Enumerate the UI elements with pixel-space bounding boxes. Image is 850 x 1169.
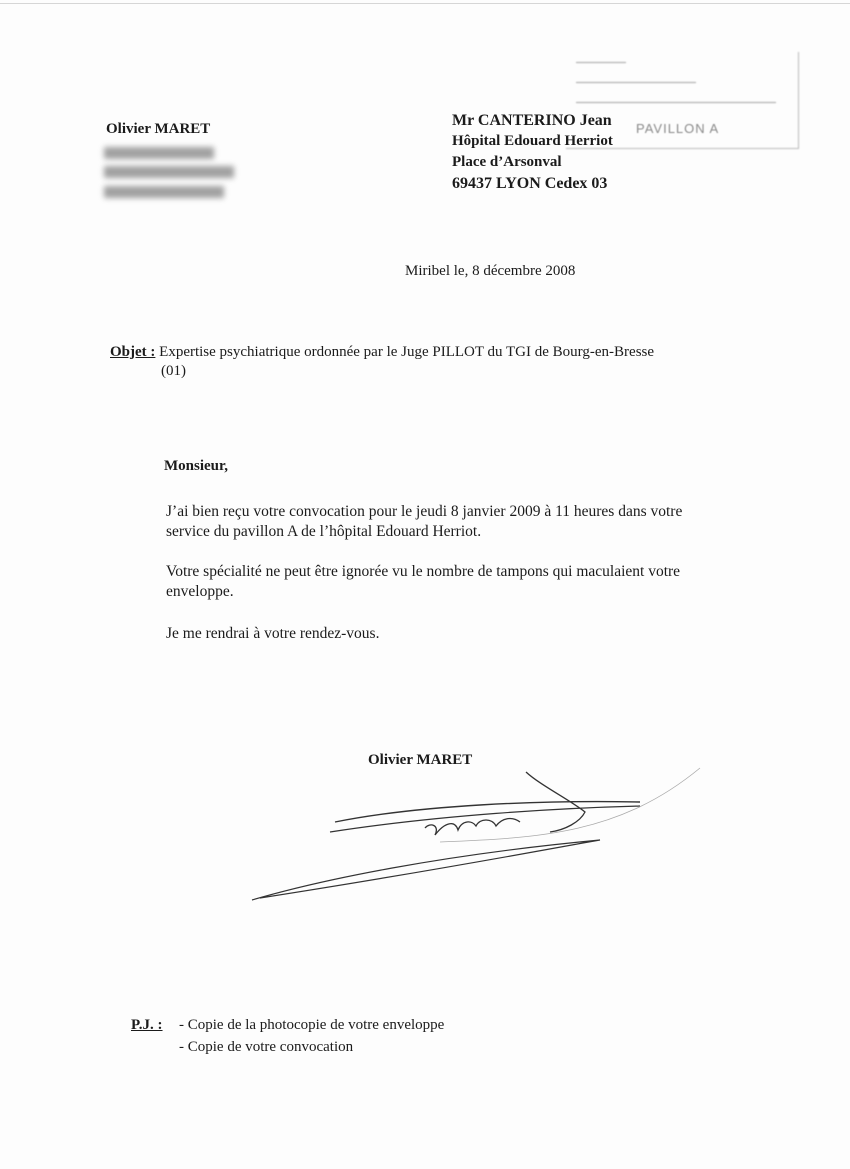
scan-edge-line (0, 3, 850, 4)
redacted-address-line (104, 166, 234, 178)
subject-continuation: (01) (161, 363, 186, 379)
signer-name: Olivier MARET (368, 752, 473, 768)
attachments-label: P.J. : (131, 1017, 163, 1033)
subject-label: Objet : (110, 344, 156, 360)
subject-text: Expertise psychiatrique ordonnée par le Juge PILLOT du TGI de Bourg-en-Bresse (159, 344, 655, 360)
handwritten-signature (240, 760, 710, 910)
attachments-block (131, 1015, 445, 1055)
subject-block (110, 343, 750, 379)
attachment-item: - Copie de votre convocation (179, 1039, 354, 1055)
salutation: Monsieur, (164, 458, 229, 474)
date-line: Miribel le, 8 décembre 2008 (405, 263, 576, 279)
body-paragraph-1: J’ai bien reçu votre convocation pour le jeudi 8 janvier 2009 à 11 heures dans votre service du pavillon A de l’hôpital Edouard Herriot. (166, 503, 683, 540)
sender-name: Olivier MARET (106, 121, 211, 137)
stamp-text: PAVILLON A (636, 121, 720, 136)
stamp-line (576, 82, 696, 83)
body-paragraph-3: Je me rendrai à votre rendez-vous. (166, 625, 380, 642)
redacted-phone-line (104, 186, 224, 198)
recipient-address (452, 110, 613, 194)
body-paragraph-2: Votre spécialité ne peut être ignorée vu le nombre de tampons qui maculaient votre enveloppe. (166, 563, 681, 600)
stamp-line (576, 62, 626, 63)
recipient-name: Mr CANTERINO Jean (452, 112, 612, 129)
redacted-address-line (104, 147, 214, 159)
recipient-street: Place d’Arsonval (452, 154, 562, 170)
stamp-line (576, 102, 776, 103)
recipient-hospital: Hôpital Edouard Herriot (452, 133, 613, 149)
attachment-item: - Copie de la photocopie de votre enveloppe (179, 1017, 445, 1033)
recipient-city: 69437 LYON Cedex 03 (452, 175, 608, 192)
